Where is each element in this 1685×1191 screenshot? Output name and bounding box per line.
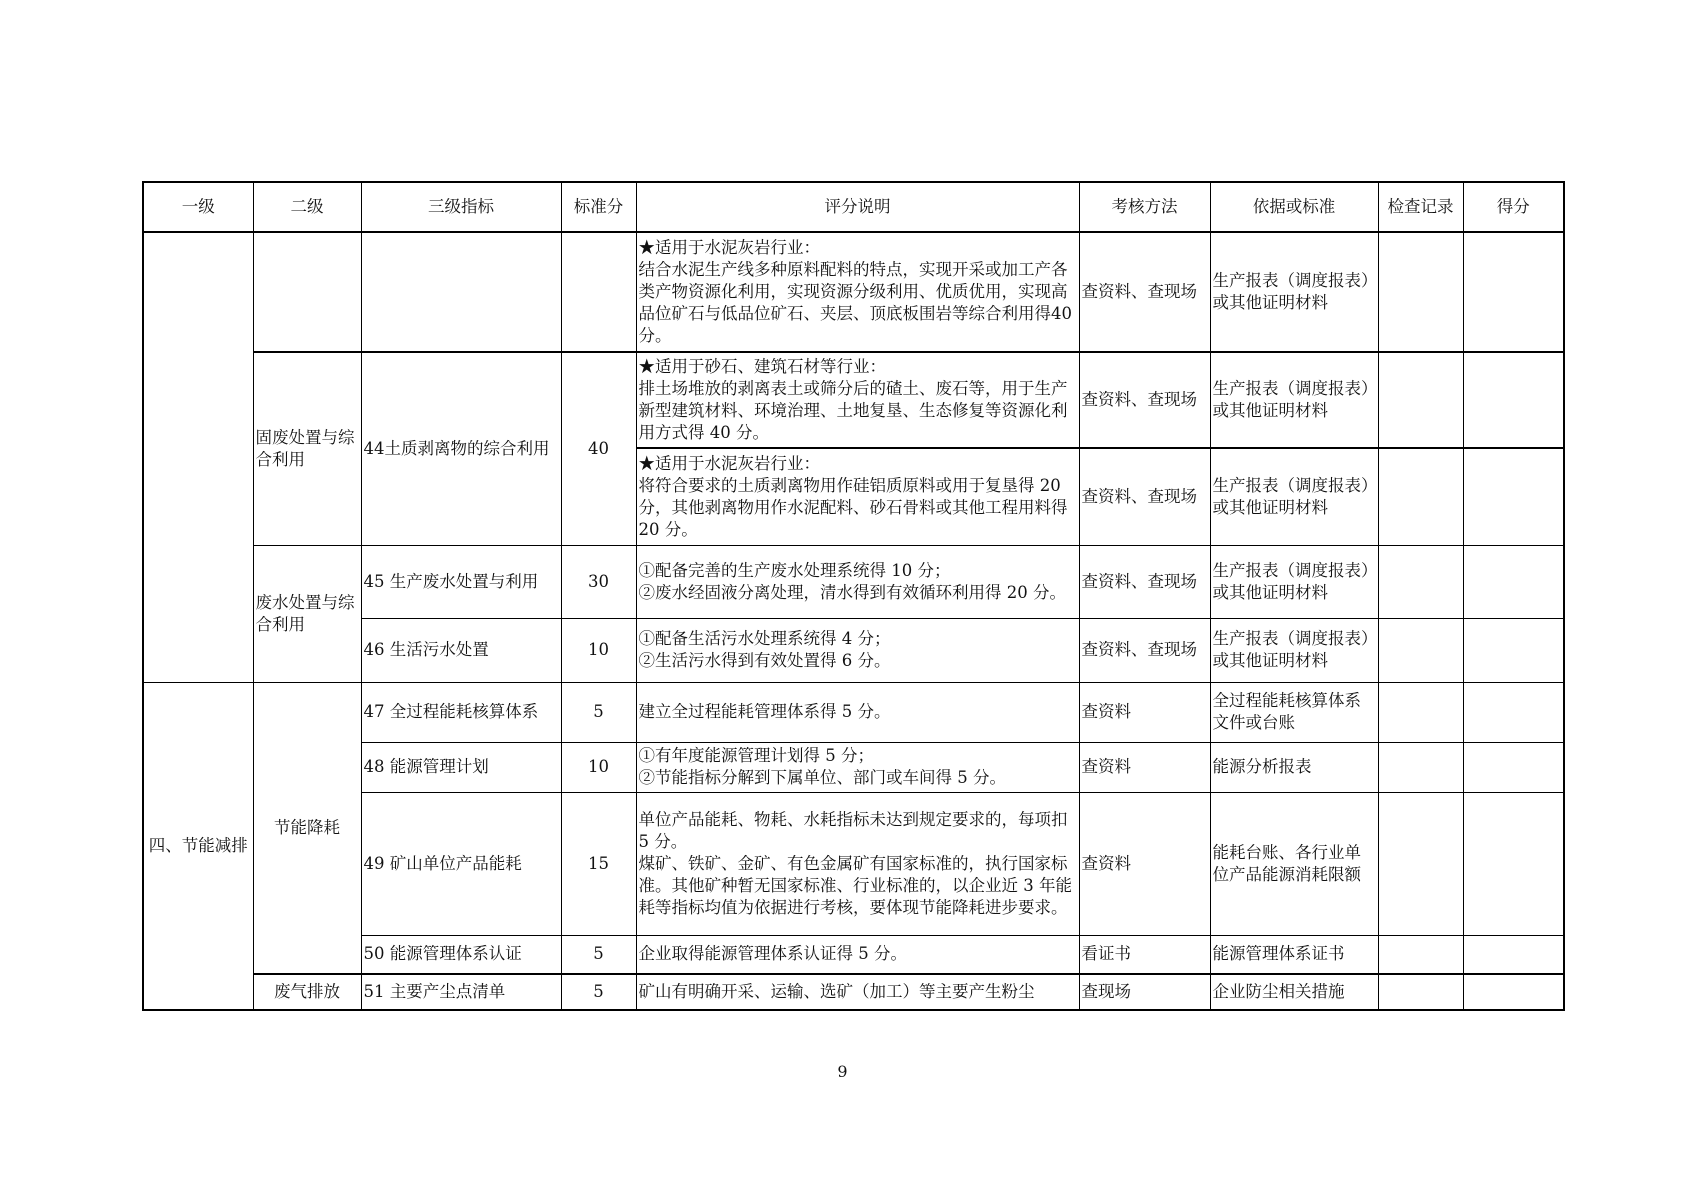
level3-cell: 45 生产废水处置与利用 (361, 545, 561, 618)
header-basis: 依据或标准 (1210, 182, 1378, 232)
method-cell: 查资料、查现场 (1079, 545, 1210, 618)
level3-cell: 48 能源管理计划 (361, 742, 561, 792)
record-cell (1378, 352, 1463, 448)
score-cell: 5 (561, 974, 636, 1010)
method-cell: 查资料 (1079, 742, 1210, 792)
method-cell: 看证书 (1079, 935, 1210, 974)
record-cell (1378, 545, 1463, 618)
level1-cell-empty (143, 232, 253, 682)
record-cell (1378, 935, 1463, 974)
level2-cell: 节能降耗 (253, 682, 361, 974)
header-record: 检查记录 (1378, 182, 1463, 232)
basis-cell: 生产报表（调度报表）或其他证明材料 (1210, 618, 1378, 682)
points-cell (1463, 232, 1564, 352)
level3-cell-empty (361, 232, 561, 352)
description-cell: 单位产品能耗、物耗、水耗指标未达到规定要求的，每项扣 5 分。 煤矿、铁矿、金矿、有色金属矿有国家标准的，执行国家标准。其他矿种暂无国家标准、行业标准的，以企业近 3 年能耗等指标均值为依据进行考核，要体现节能降耗进步要求。 (636, 792, 1079, 935)
header-score: 标准分 (561, 182, 636, 232)
record-cell (1378, 618, 1463, 682)
evaluation-table (142, 181, 1565, 1011)
header-level2: 二级 (253, 182, 361, 232)
score-cell: 30 (561, 545, 636, 618)
page-number: 9 (837, 1062, 848, 1081)
score-cell: 5 (561, 682, 636, 742)
method-cell: 查资料、查现场 (1079, 448, 1210, 545)
score-cell: 10 (561, 618, 636, 682)
method-cell: 查资料、查现场 (1079, 618, 1210, 682)
record-cell (1378, 742, 1463, 792)
description-cell: 企业取得能源管理体系认证得 5 分。 (636, 935, 1079, 974)
header-level3: 三级指标 (361, 182, 561, 232)
record-cell (1378, 448, 1463, 545)
record-cell (1378, 682, 1463, 742)
score-cell: 40 (561, 352, 636, 545)
level2-cell: 废水处置与综合利用 (253, 545, 361, 682)
method-cell: 查资料 (1079, 792, 1210, 935)
record-cell (1378, 974, 1463, 1010)
level3-cell: 46 生活污水处置 (361, 618, 561, 682)
level1-cell: 四、节能减排 (143, 682, 253, 1010)
level3-cell: 47 全过程能耗核算体系 (361, 682, 561, 742)
record-cell (1378, 792, 1463, 935)
basis-cell: 生产报表（调度报表）或其他证明材料 (1210, 352, 1378, 448)
level3-cell: 50 能源管理体系认证 (361, 935, 561, 974)
description-cell: ①有年度能源管理计划得 5 分； ②节能指标分解到下属单位、部门或车间得 5 分。 (636, 742, 1079, 792)
points-cell (1463, 792, 1564, 935)
description-cell: 建立全过程能耗管理体系得 5 分。 (636, 682, 1079, 742)
table-row (143, 682, 1564, 742)
basis-cell: 能源管理体系证书 (1210, 935, 1378, 974)
basis-cell: 能源分析报表 (1210, 742, 1378, 792)
basis-cell: 全过程能耗核算体系文件或台账 (1210, 682, 1378, 742)
method-cell: 查现场 (1079, 974, 1210, 1010)
description-cell: ★适用于水泥灰岩行业： 结合水泥生产线多种原料配料的特点，实现开采或加工产各类产物资源化利用，实现资源分级利用、优质优用，实现高品位矿石与低品位矿石、夹层、顶底板围岩等综合利用得40分。 (636, 232, 1079, 352)
table-row (143, 545, 1564, 618)
points-cell (1463, 545, 1564, 618)
level3-cell: 49 矿山单位产品能耗 (361, 792, 561, 935)
points-cell (1463, 352, 1564, 448)
description-cell: 矿山有明确开采、运输、选矿（加工）等主要产生粉尘 (636, 974, 1079, 1010)
score-cell-empty (561, 232, 636, 352)
header-row (143, 182, 1564, 232)
header-description: 评分说明 (636, 182, 1079, 232)
method-cell: 查资料 (1079, 682, 1210, 742)
method-cell: 查资料、查现场 (1079, 232, 1210, 352)
header-points: 得分 (1463, 182, 1564, 232)
header-method: 考核方法 (1079, 182, 1210, 232)
points-cell (1463, 935, 1564, 974)
level2-cell: 固废处置与综合利用 (253, 352, 361, 545)
table-row (143, 974, 1564, 1010)
method-cell: 查资料、查现场 (1079, 352, 1210, 448)
header-level1: 一级 (143, 182, 253, 232)
basis-cell: 生产报表（调度报表）或其他证明材料 (1210, 232, 1378, 352)
basis-cell: 生产报表（调度报表）或其他证明材料 (1210, 545, 1378, 618)
score-cell: 15 (561, 792, 636, 935)
description-cell: ★适用于砂石、建筑石材等行业： 排土场堆放的剥离表土或筛分后的碴土、废石等，用于生产新型建筑材料、环境治理、土地复垦、生态修复等资源化利用方式得 40 分。 (636, 352, 1079, 448)
description-cell: ①配备生活污水处理系统得 4 分； ②生活污水得到有效处置得 6 分。 (636, 618, 1079, 682)
level3-cell: 44土质剥离物的综合利用 (361, 352, 561, 545)
points-cell (1463, 448, 1564, 545)
basis-cell: 能耗台账、各行业单位产品能源消耗限额 (1210, 792, 1378, 935)
points-cell (1463, 682, 1564, 742)
level2-cell: 废气排放 (253, 974, 361, 1010)
points-cell (1463, 742, 1564, 792)
basis-cell: 生产报表（调度报表）或其他证明材料 (1210, 448, 1378, 545)
record-cell (1378, 232, 1463, 352)
score-cell: 10 (561, 742, 636, 792)
score-cell: 5 (561, 935, 636, 974)
basis-cell: 企业防尘相关措施 (1210, 974, 1378, 1010)
description-cell: ★适用于水泥灰岩行业： 将符合要求的土质剥离物用作硅铝质原料或用于复垦得 20 分，其他剥离物用作水泥配料、砂石骨料或其他工程用料得 20 分。 (636, 448, 1079, 545)
points-cell (1463, 974, 1564, 1010)
points-cell (1463, 618, 1564, 682)
level3-cell: 51 主要产尘点清单 (361, 974, 561, 1010)
table-row (143, 352, 1564, 448)
level2-cell-empty (253, 232, 361, 352)
table-row (143, 232, 1564, 352)
description-cell: ①配备完善的生产废水处理系统得 10 分； ②废水经固液分离处理，清水得到有效循环利用得 20 分。 (636, 545, 1079, 618)
